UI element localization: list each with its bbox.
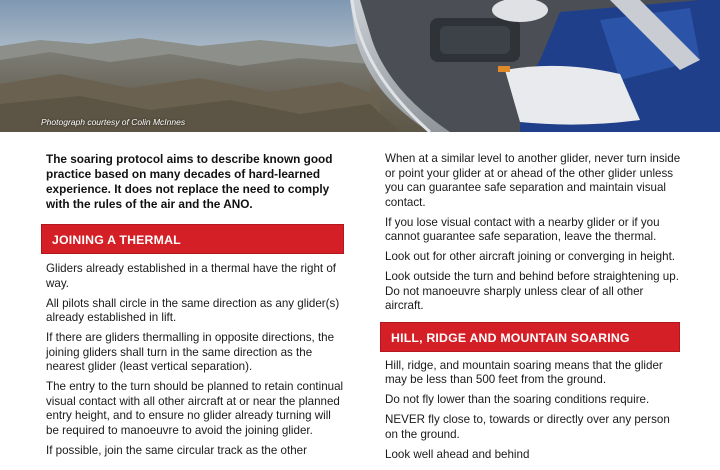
- body-paragraph: Do not fly lower than the soaring conditions require.: [385, 393, 650, 406]
- body-paragraph: NEVER fly close to, towards or directly over any person on the ground.: [385, 413, 670, 441]
- body-paragraph: If you lose visual contact with a nearby glider or if you cannot guarantee safe separation, leave the thermal.: [385, 215, 660, 243]
- section-heading-hill-ridge-mountain: HILL, RIDGE AND MOUNTAIN SOARING: [380, 322, 680, 352]
- body-paragraph: The entry to the turn should be planned to retain continual visual contact with all other aircraft at or near the planned entry height, and to ensure no glider already turning will be required to manoeuvre to avoid the joining glider.: [46, 380, 344, 437]
- body-paragraph: If there are gliders thermalling in opposite directions, the joining gliders shall turn in the same direction as the nearest glider (least vertical separation).: [46, 331, 335, 373]
- body-paragraph: Look well ahead and behind: [385, 447, 530, 461]
- body-paragraph: Look out for other aircraft joining or converging in height.: [385, 250, 676, 263]
- body-paragraph: All pilots shall circle in the same direction as any glider(s) already established in lift.: [46, 296, 340, 324]
- section-heading-joining-thermal: JOINING A THERMAL: [41, 224, 344, 254]
- body-paragraph: Gliders already established in a thermal have the right of way.: [46, 262, 337, 290]
- intro-paragraph: The soaring protocol aims to describe known good practice based on many decades of hard-learned experience. It does not replace the need to comply with the rules of the air and the ANO.: [46, 152, 333, 211]
- body-paragraph: When at a similar level to another glider, never turn inside or point your glider at or ahead of the other glider unless you can guarantee safe separation and maintain visual contact.: [385, 152, 681, 209]
- photo-scene: [0, 0, 720, 132]
- body-paragraph: Hill, ridge, and mountain soaring means that the glider may be less than 500 feet from the ground.: [385, 358, 663, 386]
- body-paragraph: Look outside the turn and behind before straightening up. Do not manoeuvre sharply unless clear of all other aircraft.: [385, 270, 679, 312]
- cockpit-photograph: [0, 0, 720, 132]
- photo-credit: Photograph courtesy of Colin McInnes: [41, 117, 186, 127]
- body-paragraph: If possible, join the same circular track as the other: [46, 443, 307, 457]
- left-column: [46, 152, 344, 464]
- right-column: [385, 152, 681, 468]
